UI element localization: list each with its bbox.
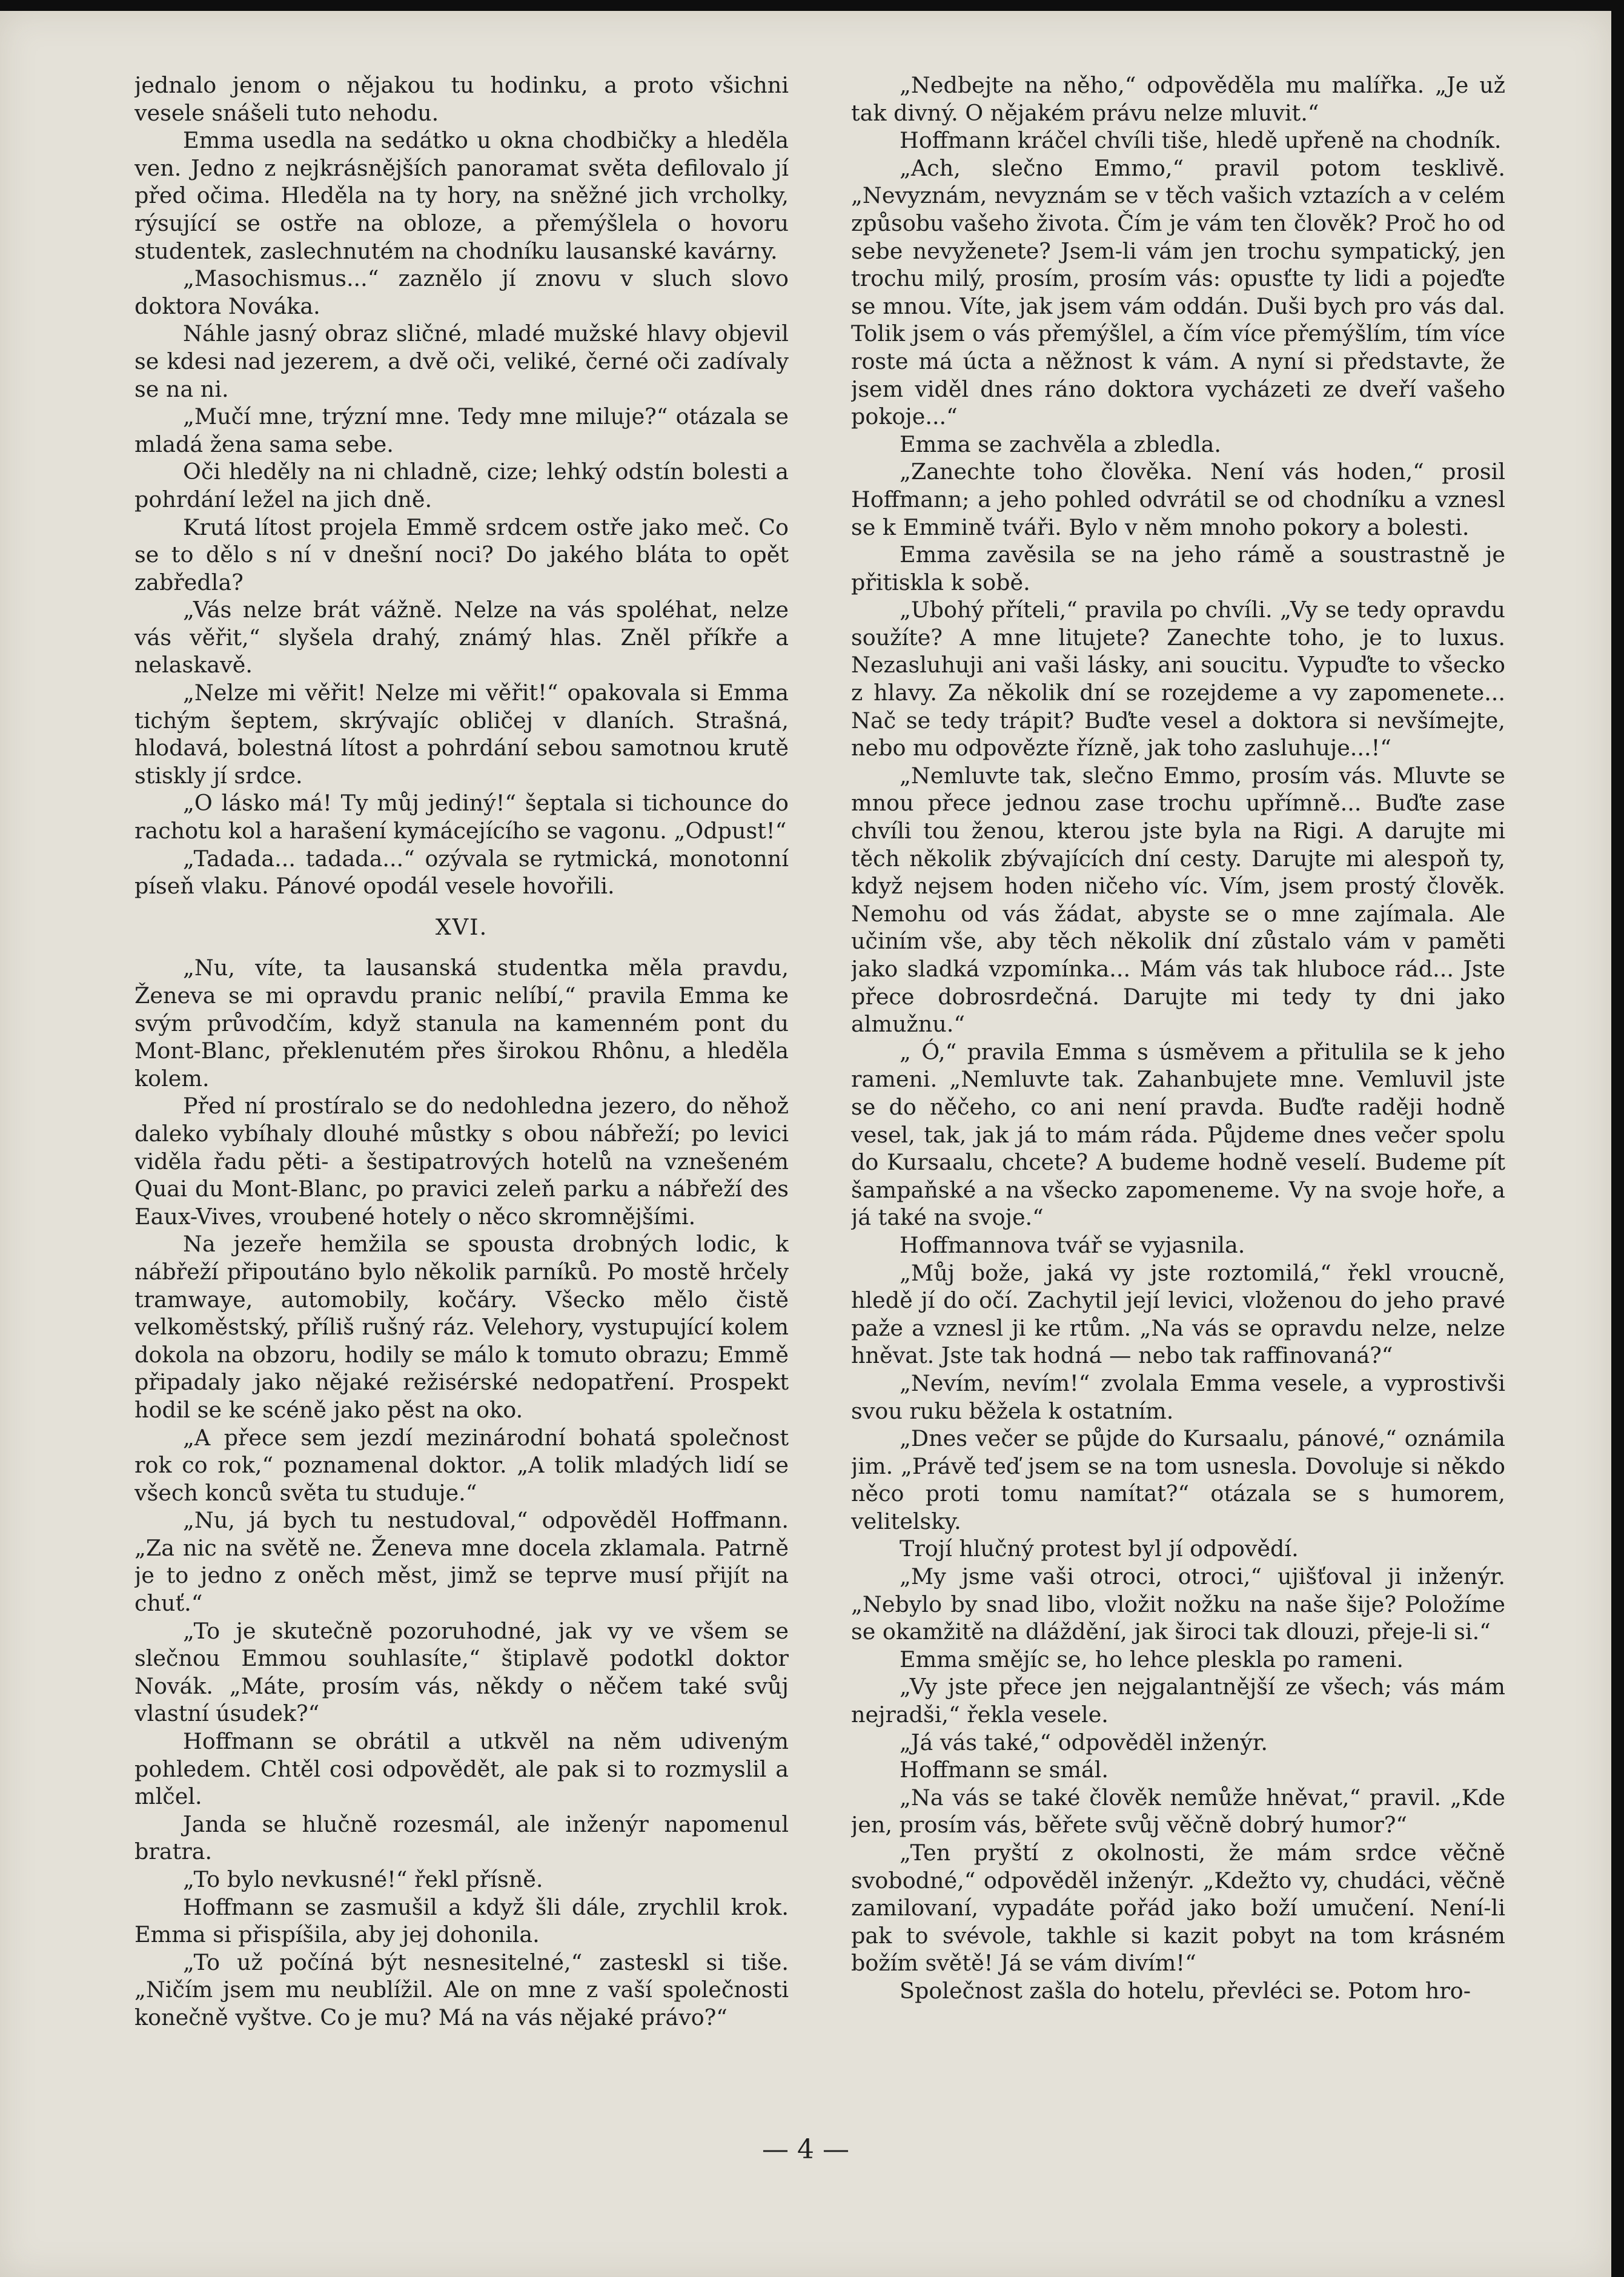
paragraph: „Nu, já bych tu nestudoval,“ odpověděl Hoffmann. „Za nic na světě ne. Ženeva mne docela zklamala. Patrně je to jedno z oněch měst, jimž se teprve musí přijít na chuť.“ [134, 1507, 789, 1617]
paragraph: Oči hleděly na ni chladně, cize; lehký odstín bolesti a pohrdání ležel na jich dně. [134, 459, 789, 512]
paragraph: Hoffmann se obrátil a utkvěl na něm udiveným pohledem. Chtěl cosi odpovědět, ale pak si to rozmyslil a mlčel. [134, 1728, 789, 1810]
chapter-heading: XVI. [435, 913, 488, 940]
paragraph: „My jsme vaši otroci, otroci,“ ujišťoval ji inženýr. „Nebylo by snad libo, vložit nožku na naše šije? Položíme se okamžitě na dláždění, jak široci tak dlouzi, přeje-li si.“ [851, 1563, 1505, 1645]
paragraph: „Ach, slečno Emmo,“ pravil potom tesklivě. „Nevyznám, nevyznám se v těch vašich vztazích a v celém způsobu vašeho života. Čím je vám ten člověk? Proč ho od sebe nevyženete? Jsem-li vám jen trochu sympatický, jen trochu milý, prosím, prosím vás: opusťte ty lidi a pojeďte se mnou. Víte, jak jsem vám oddán. Duši bych pro vás dal. Tolik jsem o vás přemýšlel, a čím více přemýšlím, tím více roste má úcta a něžnost k vám. A nyní si představte, že jsem viděl dnes ráno doktora vycházeti ze dveří vašeho pokoje...“ [851, 154, 1505, 430]
paragraph: „Nelze mi věřit! Nelze mi věřit!“ opakovala si Emma tichým šeptem, skrývajíc obličej v dlaních. Strašná, hlodavá, bolestná lítost a pohrdání sebou samotnou krutě stiskly jí srdce. [134, 680, 789, 789]
paragraph: Emma zavěsila se na jeho rámě a soustrastně je přitiskla k sobě. [851, 542, 1505, 595]
page-edge [1611, 0, 1624, 2277]
paragraph: „Já vás také,“ odpověděl inženýr. [900, 1729, 1268, 1755]
paragraph: Emma se zachvěla a zbledla. [900, 431, 1221, 457]
paragraph: „Na vás se také člověk nemůže hněvat,“ pravil. „Kde jen, prosím vás, běřete svůj věčně dobrý humor?“ [851, 1784, 1505, 1838]
paragraph: Hoffmann kráčel chvíli tiše, hledě upřeně na chodník. [900, 127, 1502, 154]
paragraph: „Nu, víte, ta lausanská studentka měla pravdu, Ženeva se mi opravdu pranic nelíbí,“ pravila Emma ke svým průvodčím, když stanula na kamenném pont du Mont-Blanc, překlenutém přes širokou Rhônu, a hleděla kolem. [134, 955, 789, 1092]
paragraph: Emma usedla na sedátko u okna chodbičky a hleděla ven. Jedno z nejkrásnějších panoramat světa defilovalo jí před očima. Hleděla na ty hory, na sněžné jich vrcholky, rýsující se ostře na obloze, a přemýšlela o hovoru studentek, zaslechnutém na chodníku lausanské kavárny. [134, 127, 789, 264]
paragraph: „A přece sem jezdí mezinárodní bohatá společnost rok co rok,“ poznamenal doktor. „A tolik mladých lidí se všech konců světa tu studuje.“ [134, 1424, 789, 1506]
paragraph: „Vás nelze brát vážně. Nelze na vás spoléhat, nelze vás věřit,“ slyšela drahý, známý hlas. Zněl příkře a nelaskavě. [134, 597, 789, 678]
paragraph: Hoffmann se smál. [900, 1757, 1109, 1783]
paragraph: „Nemluvte tak, slečno Emmo, prosím vás. Mluvte se mnou přece jednou zase trochu upřímně... Buďte zase chvíli tou ženou, kterou jste byla na Rigi. A darujte mi těch několik zbývajících dní cesty. Darujte mi alespoň ty, když nejsem hoden ničeho víc. Vím, jsem prostý člověk. Nemohu od vás žádat, abyste se o mne zajímala. Ale učiním vše, aby těch několik dní zůstalo vám v paměti jako sladká vzpomínka... Mám vás tak hluboce rád... Jste přece dobrosrdečná. Darujte mi tedy ty dni jako almužnu.“ [851, 762, 1505, 1038]
paragraph: Hoffmannova tvář se vyjasnila. [900, 1231, 1245, 1258]
paragraph: „Ten pryští z okolnosti, že mám srdce věčně svobodné,“ odpověděl inženýr. „Kdežto vy, chudáci, věčně zamilovaní, vypadáte pořád jako boží umučení. Není-li pak to svévole, takhle si kazit pobyt na tom krásném božím světě! Já se vám divím!“ [851, 1840, 1505, 1977]
paragraph: Hoffmann se zasmušil a když šli dále, zrychlil krok. Emma si přispíšila, aby jej dohonila. [134, 1894, 789, 1948]
paragraph: „Zanechte toho člověka. Není vás hoden,“ prosil Hoffmann; a jeho pohled odvrátil se od chodníku a vznesl se k Emmině tváři. Bylo v něm mnoho pokory a bolesti. [851, 459, 1505, 540]
paragraph: „To už počíná být nesnesitelné,“ zasteskl si tiše. „Ničím jsem mu neublížil. Ale on mne z vaší společnosti konečně vyštve. Co je mu? Má na vás nějaké právo?“ [134, 1949, 789, 2030]
paragraph: Krutá lítost projela Emmě srdcem ostře jako meč. Co se to dělo s ní v dnešní noci? Do jakého bláta to opět zabředla? [134, 514, 789, 595]
paragraph: Před ní prostíralo se do nedohledna jezero, do něhož daleko vybíhaly dlouhé můstky s obou nábřeží; po levici viděla řadu pěti- a šestipatrových hotelů na vznešeném Quai du Mont-Blanc, po pravici zeleň parku a nábřeží des Eaux-Vives, vroubené hotely o něco skromnějšími. [134, 1093, 789, 1230]
page-number: — 4 — [762, 2134, 849, 2165]
paragraph: „Nevím, nevím!“ zvolala Emma vesele, a vyprostivši svou ruku běžela k ostatním. [851, 1370, 1505, 1424]
paragraph: „Vy jste přece jen nejgalantnější ze všech; vás mám nejradši,“ řekla vesele. [851, 1674, 1505, 1728]
paragraph: „O lásko má! Ty můj jediný!“ šeptala si tichounce do rachotu kol a harašení kymácejícího se vagonu. „Odpust!“ [134, 790, 789, 844]
paragraph: Emma smějíc se, ho lehce pleskla po rameni. [900, 1646, 1404, 1672]
left-column [134, 71, 789, 2119]
paragraph: jednalo jenom o nějakou tu hodinku, a proto všichni vesele snášeli tuto nehodu. [134, 72, 789, 126]
right-column [851, 71, 1505, 2119]
paragraph: „ Ó,“ pravila Emma s úsměvem a přitulila se k jeho rameni. „Nemluvte tak. Zahanbujete mne. Vemluvil jste se do něčeho, co ani není pravda. Buďte raději hodně vesel, tak, jak já to mám ráda. Půjdeme dnes večer spolu do Kursaalu, chcete? A budeme hodně veselí. Budeme pít šampaňské a na všecko zapomeneme. Vy na svoje hoře, a já také na svoje.“ [851, 1038, 1505, 1231]
paragraph: „To je skutečně pozoruhodné, jak vy ve všem se slečnou Emmou souhlasíte,“ štiplavě podotkl doktor Novák. „Máte, prosím vás, někdy o něčem také svůj vlastní úsudek?“ [134, 1617, 789, 1727]
paragraph: „Nedbejte na něho,“ odpověděla mu malířka. „Je už tak divný. O nějakém právu nelze mluvit.“ [851, 72, 1505, 126]
paragraph: Trojí hlučný protest byl jí odpovědí. [900, 1536, 1299, 1562]
paragraph: Náhle jasný obraz sličné, mladé mužské hlavy objevil se kdesi nad jezerem, a dvě oči, veliké, černé oči zadívaly se na ni. [134, 320, 789, 402]
paragraph: „Dnes večer se půjde do Kursaalu, pánové,“ oznámila jim. „Právě teď jsem se na tom usnesla. Dovoluje si někdo něco proti tomu namítat?“ otázala se s humorem, velitelsky. [851, 1425, 1505, 1534]
paragraph: „Masochismus...“ zaznělo jí znovu v sluch slovo doktora Nováka. [134, 265, 789, 319]
paragraph: Janda se hlučně rozesmál, ale inženýr napomenul bratra. [134, 1811, 789, 1865]
paragraph: „Můj bože, jaká vy jste roztomilá,“ řekl vroucně, hledě jí do očí. Zachytil její levici, vloženou do jeho pravé paže a vznesl ji ke rtům. „Na vás se opravdu nelze, nelze hněvat. Jste tak hodná — nebo tak raffinovaná?“ [851, 1259, 1505, 1369]
paragraph: Na jezeře hemžila se spousta drobných lodic, k nábřeží připoutáno bylo několik parníků. Po mostě hrčely tramwaye, automobily, kočáry. Všecko mělo čistě velkoměstský, příliš rušný ráz. Velehory, vystupující kolem dokola na obzoru, hodily se málo k tomuto obrazu; Emmě připadaly jako nějaké režisérské nedopatření. Prospekt hodil se ke scéně jako pěst na oko. [134, 1231, 789, 1423]
paragraph: „Mučí mne, trýzní mne. Tedy mne miluje?“ otázala se mladá žena sama sebe. [134, 403, 789, 457]
paragraph: „Tadada... tadada...“ ozývala se rytmická, monotonní píseň vlaku. Pánové opodál vesele hovořili. [134, 845, 789, 900]
paragraph: Společnost zašla do hotelu, převléci se. Potom hro- [900, 1977, 1471, 2004]
paragraph: „Ubohý příteli,“ pravila po chvíli. „Vy se tedy opravdu soužíte? A mne litujete? Zanechte toho, je to luxus. Nezasluhuji ani vaši lásky, ani soucitu. Vypuďte to všecko z hlavy. Za několik dní se rozejdeme a vy zapomenete... Nač se tedy trápit? Buďte vesel a doktora si nevšímejte, nebo mu odpovězte řízně, jak toho zasluhuje...!“ [851, 597, 1505, 761]
book-page [0, 11, 1611, 2277]
paragraph: „To bylo nevkusné!“ řekl přísně. [183, 1866, 543, 1892]
